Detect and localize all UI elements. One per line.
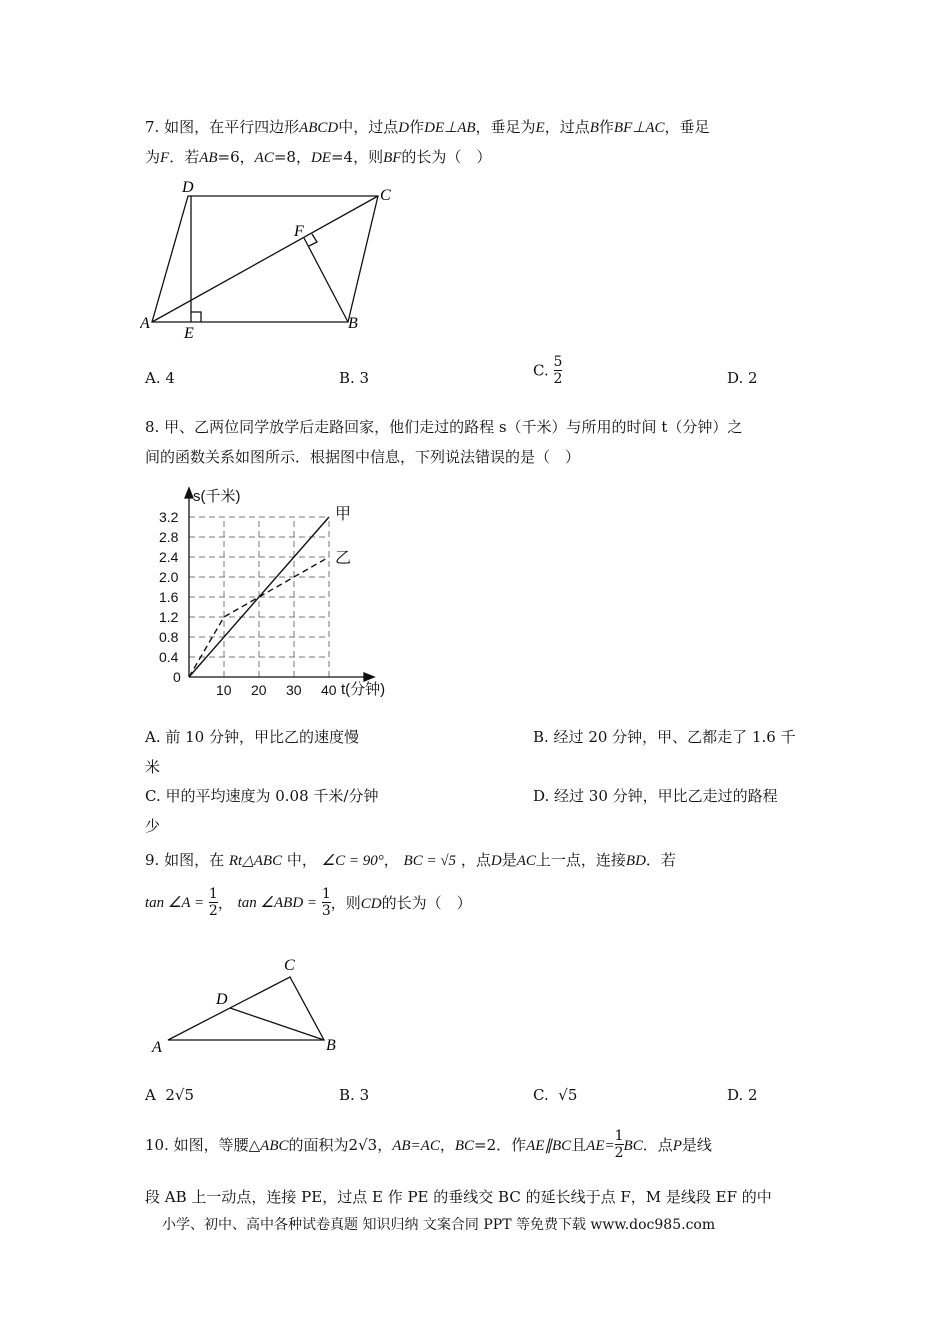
q9-option-a: A 2√5	[145, 1086, 195, 1104]
q8-option-a: A. 前 10 分钟，甲比乙的速度慢	[145, 728, 359, 746]
q7-option-d: D. 2	[727, 369, 758, 387]
label-f: F	[294, 223, 304, 240]
label-e: E	[184, 325, 194, 342]
y-tick-label: 3.2	[159, 509, 179, 525]
x-tick-label: 20	[251, 682, 267, 698]
label-d: D	[182, 179, 194, 196]
y-tick-label: 1.2	[159, 609, 179, 625]
y-tick-label: 0.4	[159, 649, 179, 665]
right-angle-mark-e	[191, 312, 201, 322]
q7-option-c: C. $\frac{5}{2}$	[533, 354, 563, 387]
page-footer: 小学、初中、高中各种试卷真题 知识归纳 文案合同 PPT 等免费下载 www.doc985.com	[162, 1217, 716, 1233]
x-axis-arrow	[364, 673, 374, 681]
y-axis-label: s(千米)	[193, 488, 241, 505]
label-b: B	[326, 1037, 336, 1054]
y-tick-label: 1.6	[159, 589, 179, 605]
series-label: 甲	[335, 506, 352, 523]
q7-option-b: B. 3	[339, 369, 370, 387]
q7-parallelogram-figure	[140, 178, 400, 343]
right-angle-mark-f	[309, 234, 317, 246]
segment-bf	[304, 238, 348, 322]
q10-stem-line1: 10. 如图，等腰△ABC的面积为2√3，AB=AC，BC=2．作AE∥BC且AE= $\frac{1}{2}$ BC．点P是线	[145, 1128, 712, 1161]
q10-stem-line2: 段 AB 上一动点，连接 PE，过点 E 作 PE 的垂线交 BC 的延长线于点 F，M 是线段 EF 的中	[145, 1188, 772, 1206]
diagonal-ac	[152, 196, 378, 322]
label-a: A	[152, 1039, 162, 1056]
label-c: C	[380, 187, 391, 204]
q9-stem-line2: tan ∠A = $\frac{1}{2}$ ， tan ∠ABD = $\frac{1}{3}$ ，则CD的长为（ ）	[145, 886, 472, 919]
y-tick-label: 2.8	[159, 529, 179, 545]
q9-option-c: C. √5	[533, 1086, 578, 1104]
q8-distance-time-chart	[145, 482, 405, 702]
label-a: A	[140, 315, 150, 332]
y-tick-label: 0.8	[159, 629, 179, 645]
q9-option-b: B. 3	[339, 1086, 370, 1104]
x-tick-label: 40	[321, 682, 337, 698]
q8-stem-line2: 间的函数关系如图所示．根据图中信息，下列说法错误的是（ ）	[145, 448, 581, 466]
x-tick-label: 30	[286, 682, 302, 698]
q7-stem-line2: 为F．若AB=6，AC=8，DE=4，则BF的长为（ ）	[145, 148, 492, 166]
origin-label: 0	[173, 669, 181, 685]
q8-stem-line1: 8. 甲、乙两位同学放学后走路回家，他们走过的路程 s（千米）与所用的时间 t（分钟）之	[145, 418, 743, 436]
label-b: B	[348, 315, 358, 332]
q8-option-d-line1: D. 经过 30 分钟，甲比乙走过的路程	[533, 787, 778, 805]
x-axis-label: t(分钟)	[341, 681, 386, 698]
q9-option-d: D. 2	[727, 1086, 758, 1104]
series-label: 乙	[335, 550, 352, 567]
y-tick-label: 2.4	[159, 549, 179, 565]
label-c: C	[284, 957, 295, 974]
q7-option-a: A. 4	[145, 369, 175, 387]
q8-option-b-line1: B. 经过 20 分钟，甲、乙都走了 1.6 千	[533, 728, 796, 746]
q8-option-d-line2: 少	[145, 817, 161, 835]
x-tick-label: 10	[216, 682, 232, 698]
q7-stem-line1: 7. 如图，在平行四边形ABCD中，过点D作DE⊥AB，垂足为E，过点B作BF⊥AC，垂足	[145, 118, 710, 136]
q9-triangle-figure	[148, 950, 348, 1060]
y-tick-label: 2.0	[159, 569, 179, 585]
q8-option-b-line2: 米	[145, 758, 161, 776]
label-d: D	[216, 991, 228, 1008]
triangle-abc	[168, 977, 324, 1040]
q9-stem-line1: 9. 如图，在 Rt△ABC 中， ∠C = 90°， BC = √5 ，点D是AC上一点，连接BD．若	[145, 851, 676, 869]
y-axis-arrow	[185, 488, 193, 498]
q8-option-c: C. 甲的平均速度为 0.08 千米/分钟	[145, 787, 379, 805]
